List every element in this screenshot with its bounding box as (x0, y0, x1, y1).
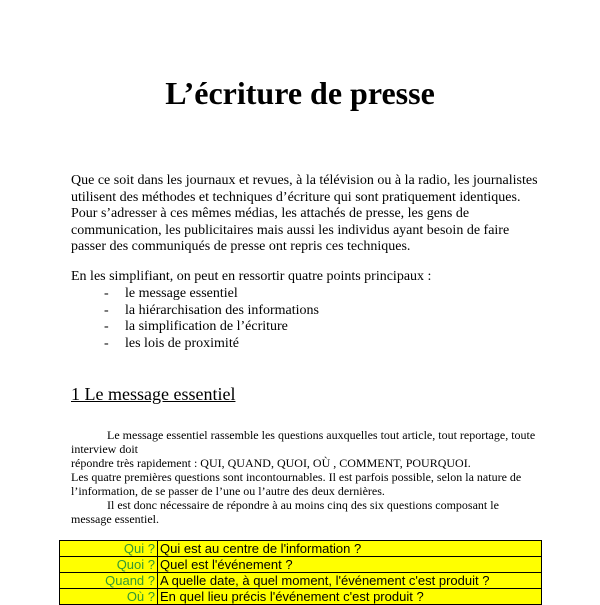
list-item: - la simplification de l’écriture (104, 319, 288, 334)
intro-paragraph: Que ce soit dans les journaux et revues, à la télévision ou à la radio, les journalistes utilisent des méthodes et techniques d’écriture qui sont pratiquement identiques. Pour s’adresser à ces mêmes médias, les attachés de presse, les gens de communication, les publicitaires mais aussi les individus ayant besoin de faire passer des communiqués de presse ont repris ces techniques. (71, 173, 538, 254)
answer-cell: Quel est l'événement ? (158, 557, 542, 573)
list-item: - les lois de proximité (104, 335, 239, 351)
question-cell: Quoi ? (60, 557, 158, 573)
list-item: - la hiérarchisation des informations (104, 302, 319, 318)
section-paragraph-3: Il est donc nécessaire de répondre à au moins cinq des six questions composant le message essentiel. (71, 498, 499, 526)
table-row (60, 589, 542, 605)
points-list (104, 286, 319, 352)
question-cell: Qui ? (60, 541, 158, 557)
section-paragraph-1: Le message essentiel rassemble les questions auxquelles tout article, tout reportage, toute interview doit répondre très rapidement : QUI, QUAND, QUOI, OÙ , COMMENT, POURQUOI. (71, 428, 536, 470)
points-lead: En les simplifiant, on peut en ressortir quatre points principaux : (71, 269, 432, 284)
section-paragraph-2: Les quatre premières questions sont incontournables. Il est parfois possible, selon la nature de l’information, de se passer de l’une ou l’autre des deux dernières. (71, 470, 522, 498)
question-cell: Quand ? (60, 573, 158, 589)
table-row (60, 557, 542, 573)
page-title: L’écriture de presse (165, 75, 435, 111)
question-cell: Où ? (60, 589, 158, 605)
questions-table (59, 540, 542, 605)
section-heading: 1 Le message essentiel (71, 384, 236, 404)
list-item: - le message essentiel (104, 286, 238, 301)
answer-cell: En quel lieu précis l'événement c'est produit ? (158, 589, 542, 605)
answer-cell: A quelle date, à quel moment, l'événement c'est produit ? (158, 573, 542, 589)
table-row (60, 573, 542, 589)
table-row (60, 541, 542, 557)
answer-cell: Qui est au centre de l'information ? (158, 541, 542, 557)
